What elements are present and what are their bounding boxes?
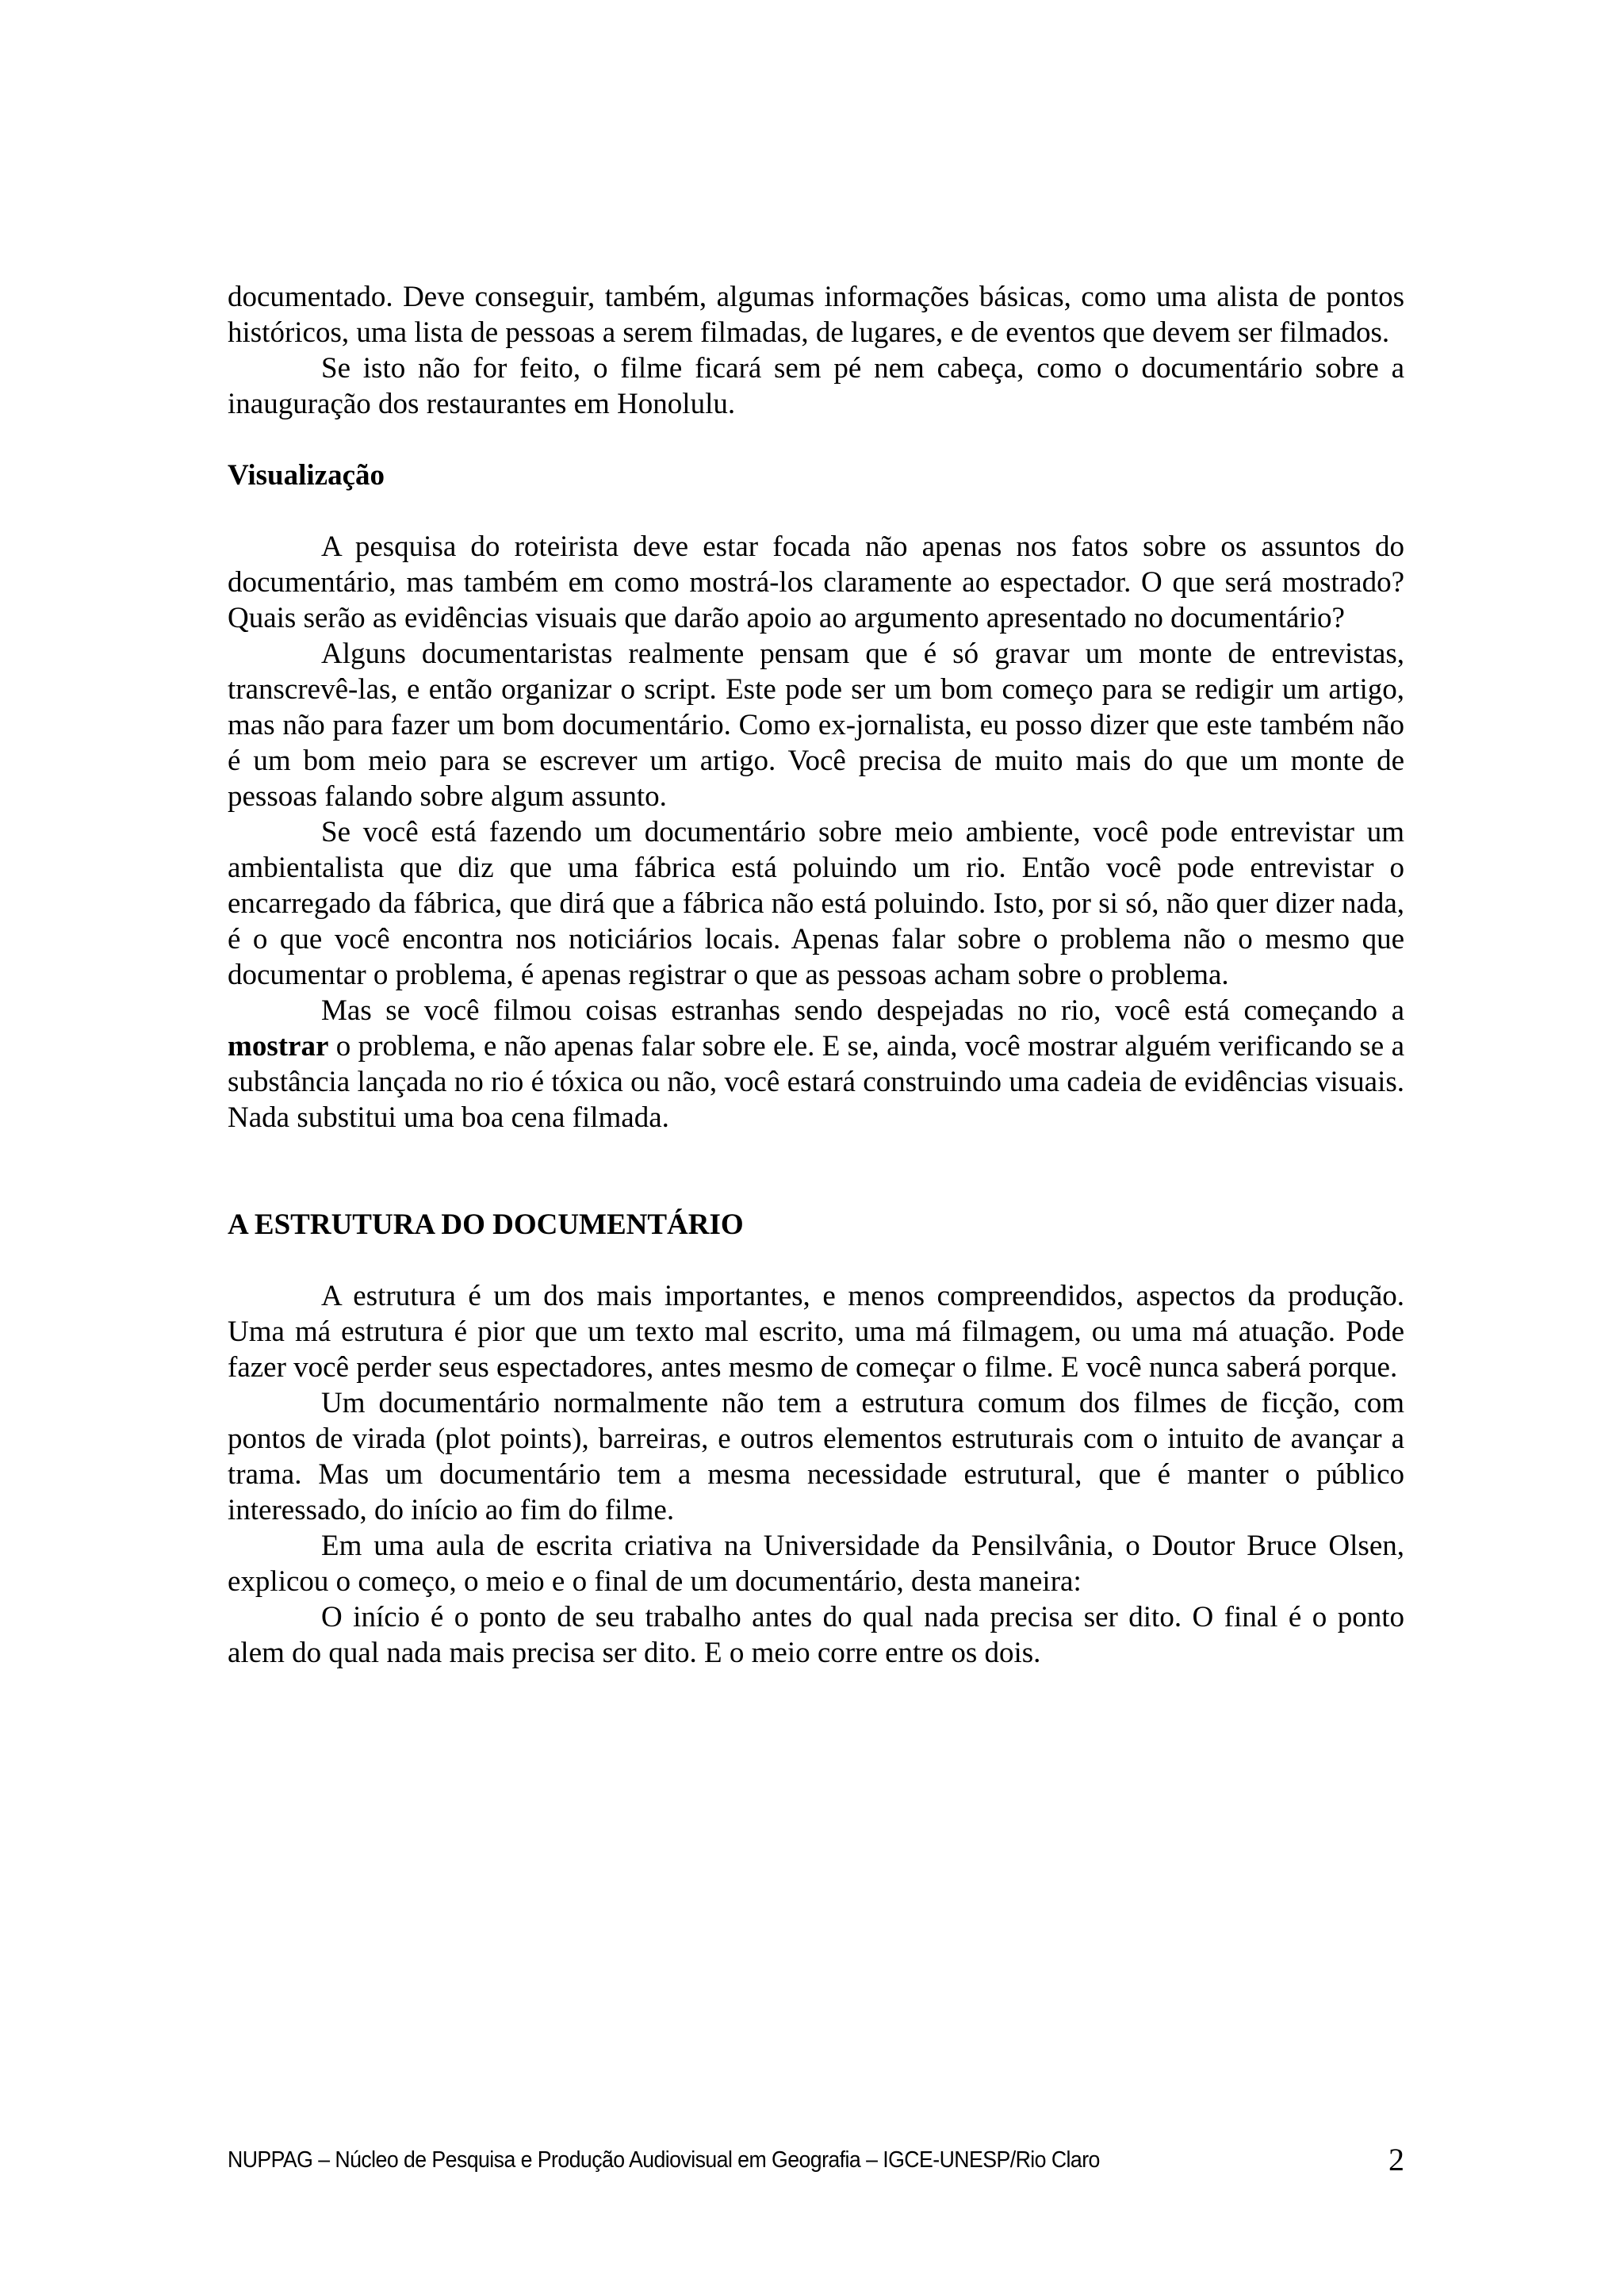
spacer bbox=[228, 1243, 1404, 1278]
paragraph: O início é o ponto de seu trabalho antes do qual nada precisa ser dito. O final é o ponto alem do qual nada mais precisa ser dito. E o meio corre entre os dois. bbox=[228, 1601, 1404, 1669]
paragraph: Um documentário normalmente não tem a estrutura comum dos filmes de ficção, com pontos de virada (plot points), barreiras, e outros elementos estruturais com o intuito de avançar a trama. Mas um documentário tem a mesma necessidade estrutural, que é manter o público interessado, do início ao fim do filme. bbox=[228, 1387, 1404, 1526]
text-run: o problema, e não apenas falar sobre ele. E se, ainda, você mostrar alguém verificando se a substância lançada no rio é tóxica ou não, você estará construindo uma cadeia de evidências visuais. Nada substitui uma boa cena filmada. bbox=[228, 1030, 1404, 1134]
paragraph: Se isto não for feito, o filme ficará sem pé nem cabeça, como o documentário sobre a inauguração dos restaurantes em Honolulu. bbox=[228, 352, 1404, 420]
emphasis-mostrar: mostrar bbox=[228, 1030, 329, 1063]
paragraph: Alguns documentaristas realmente pensam que é só gravar um monte de entrevistas, transcrevê-las, e então organizar o script. Este pode ser um bom começo para se redigir um artigo, mas não para fazer um bom documentário. Como ex-jornalista, eu posso dizer que este também não é um bom meio para se escrever um artigo. Você precisa de muito mais do que um monte de pessoas falando sobre algum assunto. bbox=[228, 638, 1404, 813]
paragraph-continuation: documentado. Deve conseguir, também, algumas informações básicas, como uma alista de pontos históricos, uma lista de pessoas a serem filmadas, de lugares, e de eventos que devem ser filmados. bbox=[228, 281, 1404, 349]
spacer bbox=[228, 1136, 1404, 1207]
text-run: Mas se você filmou coisas estranhas sendo despejadas no rio, você está começando a bbox=[321, 994, 1404, 1027]
page-body bbox=[228, 279, 1404, 1671]
spacer bbox=[228, 493, 1404, 529]
paragraph: Em uma aula de escrita criativa na Universidade da Pensilvânia, o Doutor Bruce Olsen, explicou o começo, o meio e o final de um documentário, desta maneira: bbox=[228, 1530, 1404, 1598]
paragraph: A estrutura é um dos mais importantes, e menos compreendidos, aspectos da produção. Uma má estrutura é pior que um texto mal escrito, uma má filmagem, ou uma má atuação. Pode fazer você perder seus espectadores, antes mesmo de começar o filme. E você nunca saberá porque. bbox=[228, 1280, 1404, 1384]
section-heading-estrutura: A ESTRUTURA DO DOCUMENTÁRIO bbox=[228, 1208, 744, 1241]
section-heading-visualizacao: Visualização bbox=[228, 459, 385, 492]
footer-text: NUPPAG – Núcleo de Pesquisa e Produção Audiovisual em Geografia – IGCE-UNESP/Rio Claro bbox=[228, 2147, 1100, 2173]
spacer bbox=[228, 422, 1404, 458]
page-number: 2 bbox=[1388, 2142, 1404, 2177]
paragraph: A pesquisa do roteirista deve estar focada não apenas nos fatos sobre os assuntos do documentário, mas também em como mostrá-los claramente ao espectador. O que será mostrado? Quais serão as evidências visuais que darão apoio ao argumento apresentado no documentário? bbox=[228, 530, 1404, 634]
paragraph: Se você está fazendo um documentário sobre meio ambiente, você pode entrevistar um ambientalista que diz que uma fábrica está poluindo um rio. Então você pode entrevistar o encarregado da fábrica, que dirá que a fábrica não está poluindo. Isto, por si só, não quer dizer nada, é o que você encontra nos noticiários locais. Apenas falar sobre o problema não o mesmo que documentar o problema, é apenas registrar o que as pessoas acham sobre o problema. bbox=[228, 816, 1404, 991]
paragraph-with-emphasis bbox=[228, 993, 1404, 1136]
